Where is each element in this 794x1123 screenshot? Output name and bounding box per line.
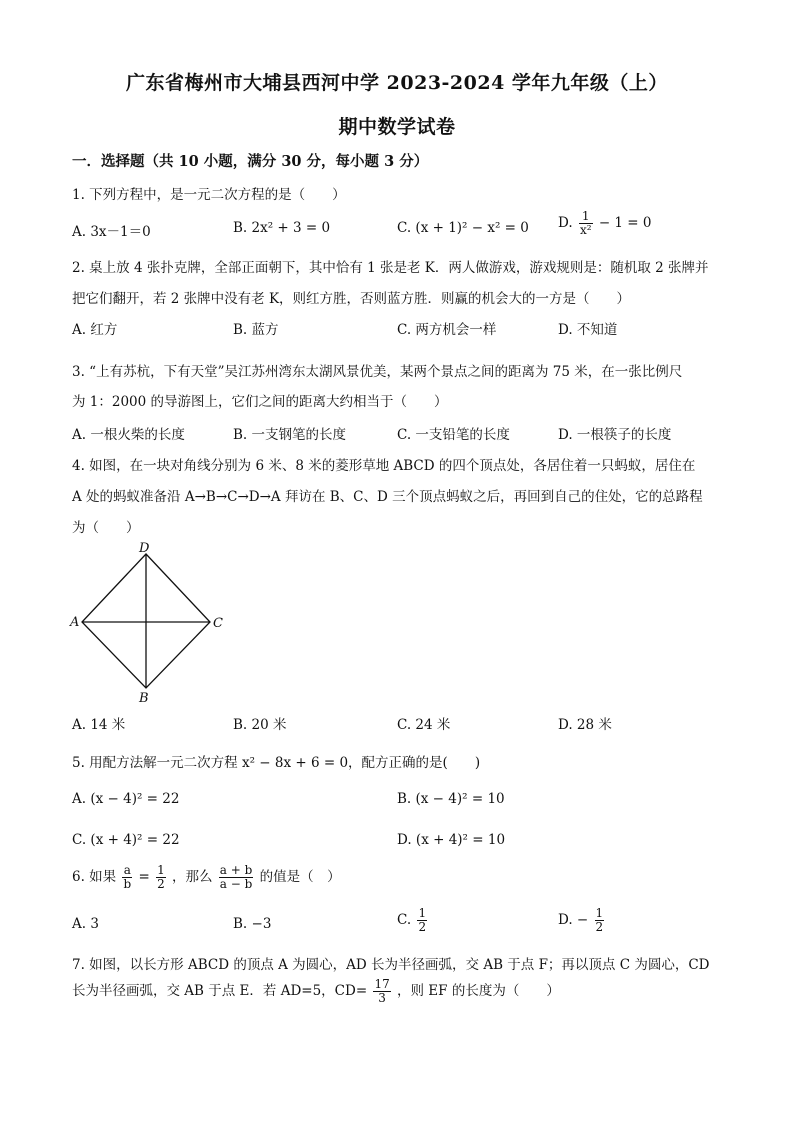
q3-line1: 3. “上有苏杭，下有天堂”吴江苏州湾东太湖风景优美，某两个景点之间的距离为 75 米，在一张比例尺 (72, 364, 683, 380)
q7-line1: 7. 如图，以长方形 ABCD 的顶点 A 为圆心，AD 长为半径画弧，交 AB 于点 F；再以顶点 C 为圆心，CD (72, 957, 710, 973)
q6-option-b: B. −3 (233, 916, 272, 932)
q5-option-a: A. (x − 4)² = 22 (72, 791, 180, 807)
q5-option-c: C. (x + 4)² = 22 (72, 832, 180, 848)
q2-option-d: D. 不知道 (558, 322, 618, 338)
q6-f2-den: 2 (157, 877, 165, 891)
q7-num: 17 (374, 977, 390, 991)
q6-fraction-expr (219, 864, 254, 891)
q6-fraction-half (156, 864, 166, 891)
q7-line2 (72, 978, 560, 1005)
q1-option-d-label: D. (558, 215, 573, 231)
rhombus-figure (66, 540, 236, 705)
q4-line1: 4. 如图，在一块对角线分别为 6 米、8 米的菱形草地 ABCD 的四个顶点处，各居住着一只蚂蚁，居住在 (72, 458, 696, 474)
q5-stem: 5. 用配方法解一元二次方程 x² − 8x + 6 = 0，配方正确的是( ) (72, 755, 481, 771)
q2-option-b: B. 蓝方 (233, 322, 279, 338)
q7-fraction (373, 978, 390, 1005)
q1-option-d-rest: − 1 = 0 (598, 215, 652, 231)
q7-line2-suffix: ，则 EF 的长度为（ ） (397, 983, 560, 999)
q1-option-d (558, 210, 652, 237)
q1-stem: 1. 下列方程中，是一元二次方程的是（ ） (72, 187, 346, 203)
vertex-label-b: B (139, 691, 149, 705)
q2-line2: 把它们翻开，若 2 张牌中没有老 K，则红方胜，否则蓝方胜．则赢的机会大的一方是（ ） (72, 291, 631, 307)
q6-prefix: 6. 如果 (72, 869, 117, 885)
q6-mid: ，那么 (172, 869, 213, 885)
q6-option-c-label: C. (397, 912, 412, 928)
q6-suffix: 的值是（ ） (259, 869, 341, 885)
q3-line2: 为 1：2000 的导游图上，它们之间的距离大约相当于（ ） (72, 394, 448, 410)
q3-option-b: B. 一支钢笔的长度 (233, 427, 347, 443)
q6-stem (72, 864, 341, 891)
q6-option-c-fraction (417, 907, 427, 934)
q2-option-a: A. 红方 (72, 322, 118, 338)
q6-equals: = (138, 869, 150, 885)
vertex-label-a: A (70, 615, 80, 630)
q6-option-d-label: D. − (558, 912, 589, 928)
q6-c-den: 2 (418, 920, 427, 934)
q6-c-num: 1 (418, 906, 427, 920)
q1-option-a: A. 3x－1＝0 (72, 224, 151, 240)
q3-option-a: A. 一根火柴的长度 (72, 427, 185, 443)
q6-option-d (558, 907, 606, 934)
q2-option-c: C. 两方机会一样 (397, 322, 497, 338)
q6-d-den: 2 (595, 920, 604, 934)
q6-option-a: A. 3 (72, 916, 99, 932)
q1-d-numerator: 1 (579, 210, 593, 224)
q6-f3-den: a − b (219, 877, 253, 891)
vertex-label-d: D (139, 541, 150, 556)
q3-option-d: D. 一根筷子的长度 (558, 427, 672, 443)
q1-option-c: C. (x + 1)² − x² = 0 (397, 220, 529, 236)
q6-f1-den: b (123, 877, 132, 891)
q4-option-b: B. 20 米 (233, 717, 287, 733)
q3-option-c: C. 一支铅笔的长度 (397, 427, 510, 443)
q6-f1-num: a (123, 863, 131, 877)
q7-den: 3 (378, 991, 386, 1005)
q4-line2: A 处的蚂蚁准备沿 A→B→C→D→A 拜访在 B、C、D 三个顶点蚂蚁之后，再回到自己的住处，它的总路程 (72, 489, 703, 505)
exam-title: 广东省梅州市大埔县西河中学 2023-2024 学年九年级（上） (126, 72, 668, 94)
q6-d-num: 1 (595, 906, 604, 920)
exam-subtitle: 期中数学试卷 (338, 116, 456, 138)
vertex-label-c: C (213, 616, 223, 631)
section-heading: 一．选择题（共 10 小题，满分 30 分，每小题 3 分） (72, 153, 429, 170)
q4-option-d: D. 28 米 (558, 717, 612, 733)
q4-option-a: A. 14 米 (72, 717, 126, 733)
q6-option-c (397, 907, 429, 934)
q6-f3-num: a + b (219, 863, 253, 877)
q4-line3: 为（ ） (72, 520, 140, 536)
q7-line2-prefix: 长为半径画弧，交 AB 于点 E．若 AD=5，CD= (72, 983, 368, 999)
q1-option-b: B. 2x² + 3 = 0 (233, 220, 331, 236)
q2-line1: 2. 桌上放 4 张扑克牌，全部正面朝下，其中恰有 1 张是老 K．两人做游戏，游戏规则是：随机取 2 张牌并 (72, 260, 709, 276)
q1-option-d-fraction (579, 210, 593, 237)
q5-option-b: B. (x − 4)² = 10 (397, 791, 505, 807)
q1-d-denominator: x² (579, 223, 592, 237)
q4-option-c: C. 24 米 (397, 717, 451, 733)
q6-option-d-fraction (595, 907, 605, 934)
q6-fraction-ab (122, 864, 132, 891)
q5-option-d: D. (x + 4)² = 10 (397, 832, 506, 848)
q6-f2-num: 1 (157, 863, 165, 877)
